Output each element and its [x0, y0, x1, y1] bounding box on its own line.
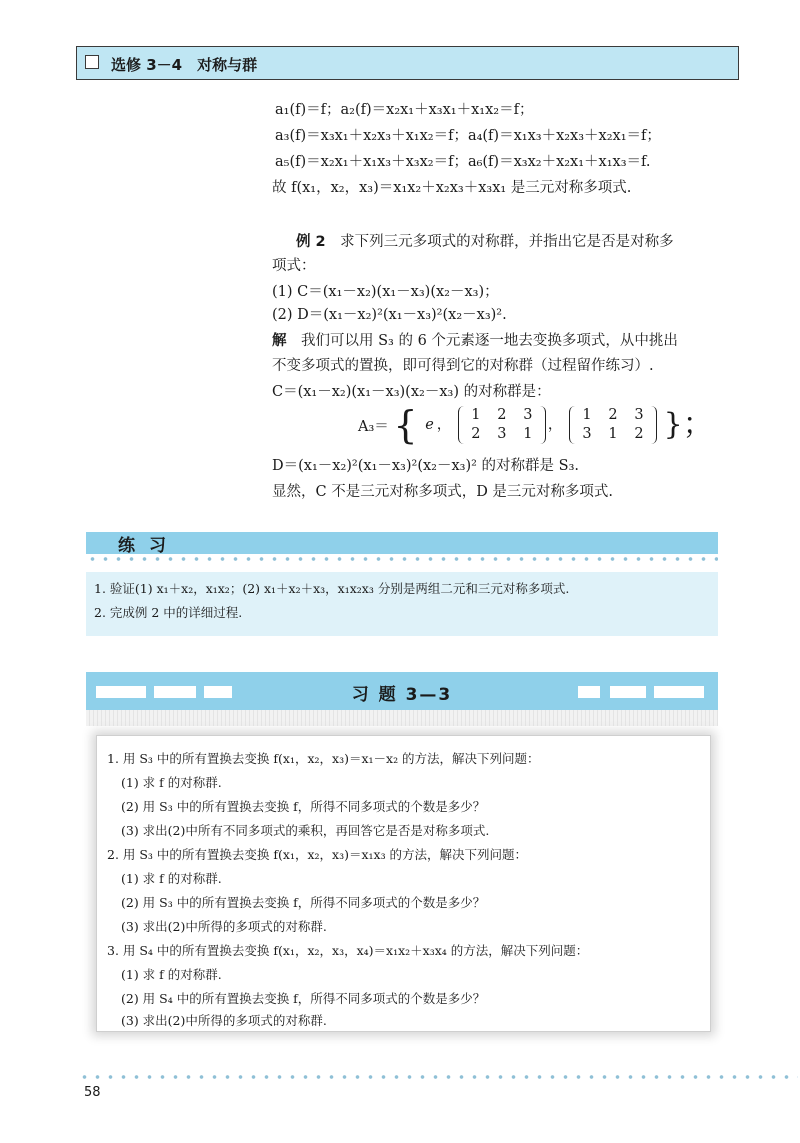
exercise-line: (2) 用 S₃ 中的所有置换去变换 f，所得不同多项式的个数是多少？	[121, 799, 486, 814]
exercises-box	[96, 735, 711, 1032]
section-title: 选修 3－4 对称与群	[111, 56, 258, 74]
a3-label: A₃＝	[358, 418, 389, 435]
exercise-line: (2) 用 S₃ 中的所有置换去变换 f，所得不同多项式的个数是多少？	[121, 895, 486, 910]
solution-label: 解	[272, 333, 287, 349]
exercise-line: (1) 求 f 的对称群.	[121, 775, 222, 790]
exercise-line: (1) 求 f 的对称群.	[121, 871, 222, 886]
matrix-row-bottom	[463, 425, 541, 444]
exercises-title: 习 题 3—3	[351, 685, 453, 705]
a3-group-formula: A₃＝ { e ， 1 2 3 2 3 1 ， 1 2 3 3 1 2 }；	[358, 403, 713, 447]
matrix-cell: 1	[471, 407, 481, 423]
identity-element: e	[425, 417, 434, 433]
permutation-matrix-1	[458, 406, 546, 444]
matrix-cell: 3	[582, 426, 592, 442]
matrix-cell: 2	[634, 426, 644, 442]
solution-line-1	[272, 331, 678, 351]
exercises-texture-strip	[86, 710, 718, 726]
example-question-line-1	[296, 232, 674, 252]
practice-box	[86, 572, 718, 636]
c-symmetry-line: C＝(x₁－x₂)(x₁－x₃)(x₂－x₃) 的对称群是：	[272, 384, 551, 400]
conclusion-line: 显然，C 不是三元对称多项式，D 是三元对称多项式.	[272, 484, 614, 500]
footer-dotted-divider	[78, 1074, 798, 1080]
matrix-cell: 2	[608, 407, 618, 423]
example-item-2: (2) D＝(x₁－x₂)²(x₁－x₃)²(x₂－x₃)².	[272, 307, 507, 323]
exercise-line: 1. 用 S₃ 中的所有置换去变换 f(x₁，x₂，x₃)＝x₁－x₂ 的方法，解决下列问题：	[107, 751, 540, 766]
solution-line-2: 不变多项式的置换，即可得到它的对称群（过程留作练习）.	[272, 358, 654, 374]
matrix-cell: 1	[523, 426, 533, 442]
matrix-row-bottom	[574, 425, 652, 444]
matrix-row-top	[463, 406, 541, 425]
continuation-line-2: a₃(f)＝x₃x₁＋x₂x₃＋x₁x₂＝f；a₄(f)＝x₁x₃＋x₂x₃＋x₂x₁＝f；	[275, 128, 661, 144]
example-label: 例 2	[296, 234, 326, 250]
matrix-cell: 3	[634, 407, 644, 423]
exercise-line: (2) 用 S₄ 中的所有置换去变换 f，所得不同多项式的个数是多少？	[121, 991, 486, 1006]
matrix-cell: 3	[497, 426, 507, 442]
exercises-header	[86, 672, 718, 710]
exercise-line: (3) 求出(2)中所得的多项式的对称群.	[121, 1013, 327, 1028]
example-item-1: (1) C＝(x₁－x₂)(x₁－x₃)(x₂－x₃)；	[272, 284, 499, 300]
exercise-line: 2. 用 S₃ 中的所有置换去变换 f(x₁，x₂，x₃)＝x₁x₃ 的方法，解决下列问题：	[107, 847, 528, 862]
matrix-cell: 1	[582, 407, 592, 423]
practice-title: 练习	[118, 536, 180, 556]
continuation-line-3: a₅(f)＝x₂x₁＋x₁x₃＋x₃x₂＝f；a₆(f)＝x₃x₂＋x₂x₁＋x₁x₃＝f.	[275, 154, 651, 170]
practice-dotted-divider	[86, 556, 718, 562]
d-symmetry-line: D＝(x₁－x₂)²(x₁－x₃)²(x₂－x₃)² 的对称群是 S₃.	[272, 458, 580, 474]
exercise-line: (3) 求出(2)中所有不同多项式的乘积，再回答它是否是对称多项式.	[121, 823, 490, 838]
exercise-line: (1) 求 f 的对称群.	[121, 967, 222, 982]
practice-header-bar	[86, 532, 718, 554]
practice-item-2: 2. 完成例 2 中的详细过程.	[94, 605, 243, 620]
solution-text: 我们可以用 S₃ 的 6 个元素逐一地去变换多项式，从中挑出	[301, 333, 678, 349]
left-brace: {	[393, 403, 418, 447]
matrix-cell: 2	[471, 426, 481, 442]
matrix-cell: 3	[523, 407, 533, 423]
continuation-line-1: a₁(f)＝f；a₂(f)＝x₂x₁＋x₃x₁＋x₁x₂＝f；	[275, 102, 534, 118]
practice-item-1: 1. 验证(1) x₁＋x₂，x₁x₂；(2) x₁＋x₂＋x₃，x₁x₂x₃ 分别是两组二元和三元对称多项式.	[94, 581, 570, 596]
matrix-cell: 1	[608, 426, 618, 442]
matrix-cell: 2	[497, 407, 507, 423]
permutation-matrix-2	[569, 406, 657, 444]
exercise-line: (3) 求出(2)中所得的多项式的对称群.	[121, 919, 327, 934]
matrix-row-top	[574, 406, 652, 425]
header-square-icon	[85, 55, 99, 69]
example-question-line-2: 项式：	[272, 258, 316, 274]
continuation-line-4: 故 f(x₁，x₂，x₃)＝x₁x₂＋x₂x₃＋x₃x₁ 是三元对称多项式.	[272, 180, 632, 196]
right-brace-with-semicolon: }；	[663, 407, 713, 442]
section-header	[76, 46, 739, 80]
example-question-text: 求下列三元多项式的对称群，并指出它是否是对称多	[340, 234, 674, 250]
exercise-line: 3. 用 S₄ 中的所有置换去变换 f(x₁，x₂，x₃，x₄)＝x₁x₂＋x₃x₄ 的方法，解决下列问题：	[107, 943, 589, 958]
page-number: 58	[84, 1085, 101, 1100]
